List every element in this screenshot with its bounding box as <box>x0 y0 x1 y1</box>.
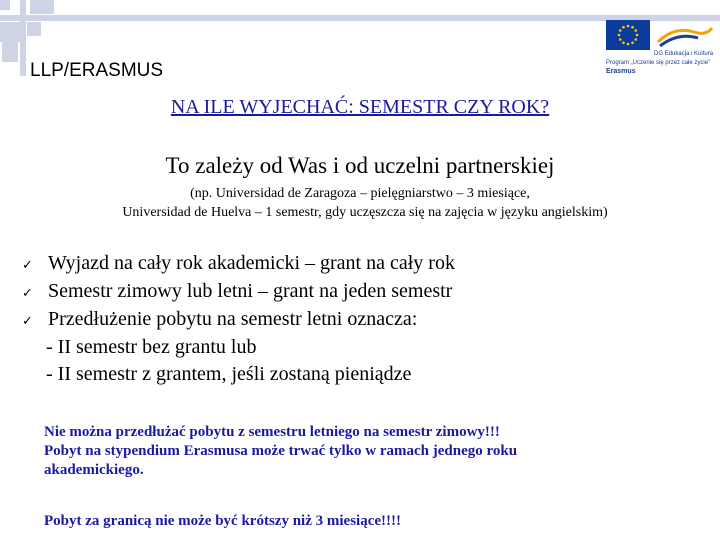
list-item <box>22 306 455 334</box>
list-item <box>22 250 455 278</box>
sub-item: - II semestr bez grantu lub <box>46 336 257 358</box>
list-item-text: Przedłużenie pobytu na semestr letni oznacza: <box>48 308 418 330</box>
logo-caption-program: Program „Uczenie się przez całe życie” <box>606 60 711 66</box>
slide-subtitle: To zależy od Was i od uczelni partnerskiej <box>165 153 555 178</box>
logo-caption-erasmus: Erasmus <box>606 68 636 75</box>
program-logos <box>606 18 716 76</box>
example-line: Universidad de Huelva – 1 semestr, gdy uczęszcza się na zajęcia w języku angielskim) <box>122 205 608 220</box>
note-line: Pobyt na stypendium Erasmusa może trwać tylko w ramach jednego roku <box>44 443 518 459</box>
bullet-list <box>22 250 455 388</box>
sub-item: - II semestr z grantem, jeśli zostaną pieniądze <box>46 363 412 385</box>
decor-square <box>2 42 18 62</box>
decor-square <box>0 0 10 10</box>
list-item <box>22 278 455 306</box>
logo-caption-dg: DG Edukacja i Kultura <box>654 51 714 57</box>
slide-title: NA ILE WYJECHAĆ: SEMESTR CZY ROK? <box>170 96 550 118</box>
list-item-text: Semestr zimowy lub letni – grant na jeden semestr <box>48 280 453 302</box>
checkmark-icon: ✓ <box>22 285 33 300</box>
decor-square <box>30 0 54 14</box>
list-item-text: Wyjazd na cały rok akademicki – grant na cały rok <box>48 252 455 274</box>
eu-stars-icon <box>606 20 650 50</box>
decor-line-vertical <box>20 0 26 76</box>
final-note: Pobyt za granicą nie może być krótszy niż 3 miesiące!!!! <box>44 513 401 529</box>
warning-note <box>44 423 517 480</box>
note-line: Nie można przedłużać pobytu z semestru letniego na semestr zimowy!!! <box>44 424 500 440</box>
eu-flag-icon <box>606 20 650 50</box>
example-line: (np. Universidad de Zaragoza – pielęgniarstwo – 3 miesiące, <box>190 186 530 201</box>
decor-square <box>0 22 20 42</box>
decor-square <box>27 22 41 36</box>
llp-swoosh-icon <box>654 20 716 50</box>
program-label: LLP/ERASMUS <box>30 60 164 81</box>
checkmark-icon: ✓ <box>22 313 33 328</box>
note-line: akademickiego. <box>44 462 144 478</box>
checkmark-icon: ✓ <box>22 257 33 272</box>
